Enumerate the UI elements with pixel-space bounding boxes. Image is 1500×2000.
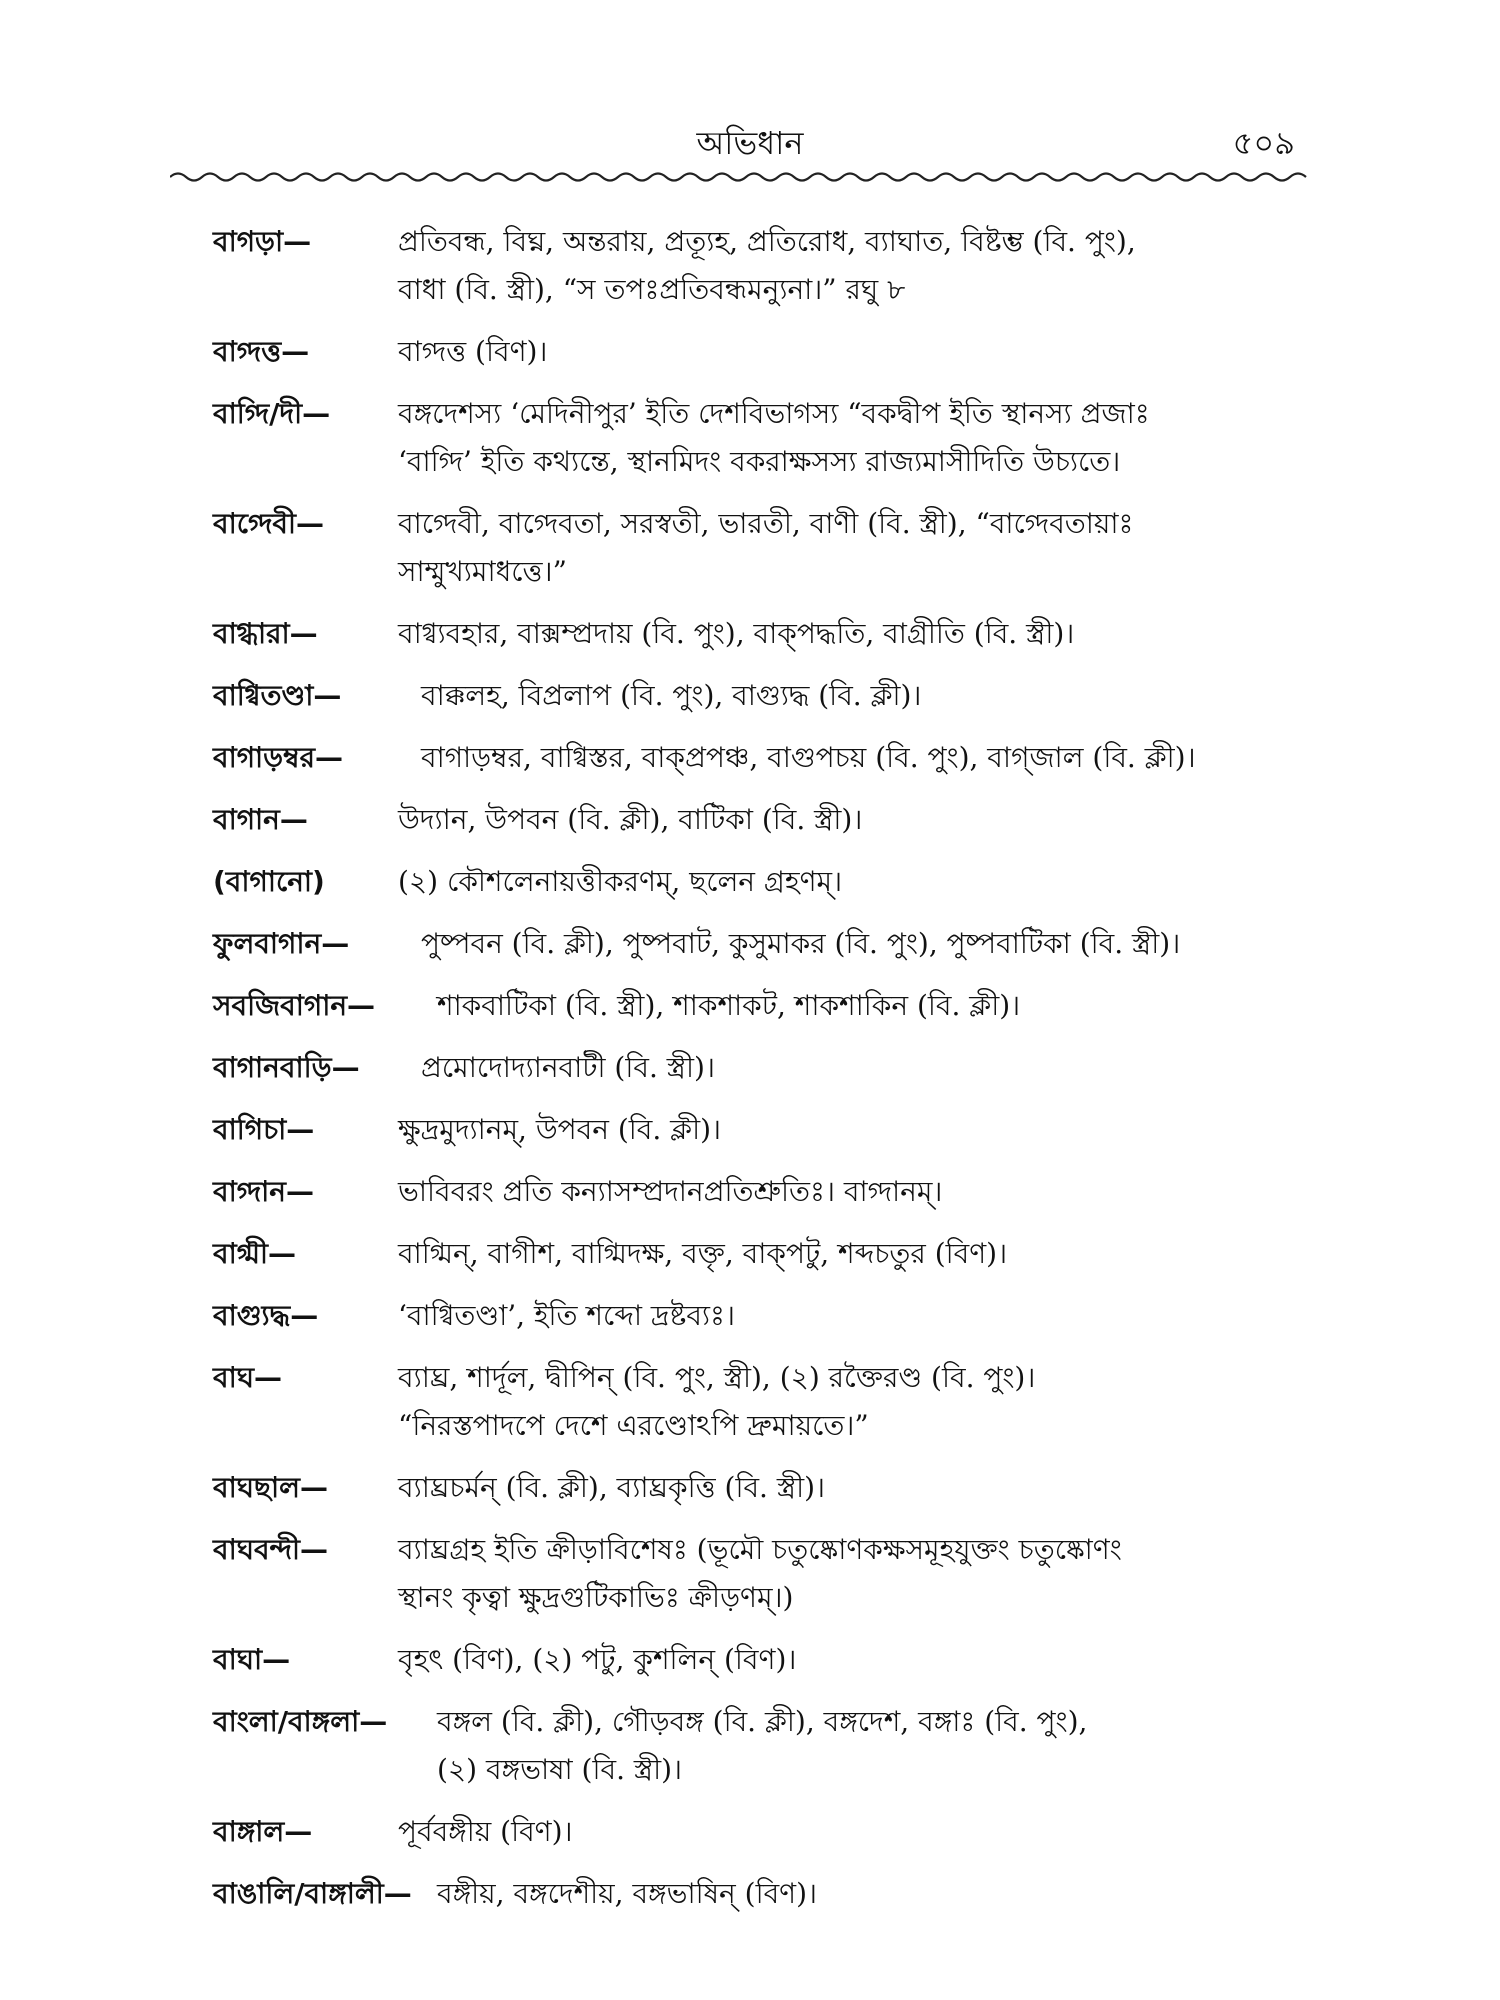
entry-headword: সবজিবাগান— xyxy=(213,989,376,1022)
entry-definition xyxy=(398,610,1303,658)
definition-line: ‘বাগ্দি’ ইতি কথ্যন্তে, স্থানমিদং বকরাক্ষসস্য রাজ্যমাসীদিতি উচ্যতে। xyxy=(398,445,1121,478)
definition-line: স্থানং কৃত্বা ক্ষুদ্রগুটিকাভিঃ ক্রীড়ণম্।) xyxy=(398,1581,794,1614)
definition-line: সাম্মুখ্যমাধত্তে।” xyxy=(398,555,567,588)
definition-line: ব্যাঘ্রচর্মন্ (বি. ক্লী), ব্যাঘ্রকৃত্তি (বি. স্ত্রী)। xyxy=(398,1471,826,1504)
definition-line: বাক্কলহ, বিপ্রলাপ (বি. পুং), বাগ্যুদ্ধ (বি. ক্লী)। xyxy=(421,679,922,712)
definition-line: (২) বঙ্গভাষা (বি. স্ত্রী)। xyxy=(437,1753,683,1786)
entry-definition xyxy=(398,858,1303,906)
definition-line: বঙ্গীয়, বঙ্গদেশীয়, বঙ্গভাষিন্ (বিণ)। xyxy=(437,1877,818,1910)
entry-definition xyxy=(398,1106,1303,1154)
dictionary-entry xyxy=(213,796,1303,844)
entry-definition xyxy=(398,218,1303,314)
dictionary-entry xyxy=(213,390,1303,486)
entry-headword: বাগ্দেবী— xyxy=(213,507,324,540)
definition-line: বঙ্গদেশস্য ‘মেদিনীপুর’ ইতি দেশবিভাগস্য “বকদ্বীপ ইতি স্থানস্য প্রজাঃ xyxy=(398,397,1150,430)
running-head xyxy=(0,118,1500,168)
entry-headword: বাঘবন্দী— xyxy=(213,1533,329,1566)
dictionary-entry xyxy=(213,920,1303,968)
entry-headword: বাঙ্গাল— xyxy=(213,1815,313,1848)
dictionary-entry xyxy=(213,982,1303,1030)
entry-headword: বাগ্দি/দী— xyxy=(213,397,331,430)
dictionary-entry xyxy=(213,328,1303,376)
definition-line: ভাবিবরং প্রতি কন্যাসম্প্রদানপ্রতিশ্রুতিঃ। বাগ্দানম্। xyxy=(398,1175,943,1208)
definition-line: ক্ষুদ্রমুদ্যানম্, উপবন (বি. ক্লী)। xyxy=(398,1113,722,1146)
dictionary-entry xyxy=(213,1808,1303,1856)
entry-headword: বাগিচা— xyxy=(213,1113,315,1146)
dictionary-entry xyxy=(213,1106,1303,1154)
entry-headword: বাগান— xyxy=(213,803,308,836)
definition-line: (২) কৌশলেনায়ত্তীকরণম্, ছলেন গ্রহণম্। xyxy=(398,865,843,898)
dictionary-entry xyxy=(213,1526,1303,1622)
dictionary-entry xyxy=(213,734,1303,782)
page-number: ৫০৯ xyxy=(1232,124,1295,162)
dictionary-entry xyxy=(213,1636,1303,1684)
dictionary-entry xyxy=(213,1168,1303,1216)
dictionary-entry xyxy=(213,500,1303,596)
definition-line: বাগ্ব্যবহার, বাক্সম্প্রদায় (বি. পুং), বাক্পদ্ধতি, বাগ্রীতি (বি. স্ত্রী)। xyxy=(398,617,1075,650)
dictionary-entry xyxy=(213,672,1303,720)
dictionary-entry xyxy=(213,610,1303,658)
definition-line: ব্যাঘ্র, শার্দূল, দ্বীপিন্ (বি. পুং, স্ত্রী), (২) রক্তৈরণ্ড (বি. পুং)। xyxy=(398,1361,1036,1394)
dictionary-entry xyxy=(213,218,1303,314)
dictionary-entry xyxy=(213,858,1303,906)
entry-definition xyxy=(437,1698,1303,1794)
entry-headword: বাঘছাল— xyxy=(213,1471,328,1504)
entry-definition xyxy=(398,1636,1303,1684)
definition-line: ব্যাঘ্রগ্রহ ইতি ক্রীড়াবিশেষঃ (ভূমৌ চতুষ্কোণকক্ষসমূহযুক্তং চতুষ্কোণং xyxy=(398,1533,1122,1566)
definition-line: বাগ্মিন্, বাগীশ, বাগ্মিদক্ষ, বক্তৃ, বাক্পটু, শব্দচতুর (বিণ)। xyxy=(398,1237,1008,1270)
definition-line: পূর্ববঙ্গীয় (বিণ)। xyxy=(398,1815,573,1848)
dictionary-entry xyxy=(213,1044,1303,1092)
entry-headword: বাগানবাড়ি— xyxy=(213,1051,360,1084)
entry-headword: বাঙালি/বাঙ্গালী— xyxy=(213,1877,412,1910)
definition-line: বাধা (বি. স্ত্রী), “স তপঃপ্রতিবন্ধমন্যুনা।” রঘু ৮ xyxy=(398,273,906,306)
entry-definition xyxy=(398,1526,1303,1622)
entry-definition xyxy=(398,1230,1303,1278)
entry-definition xyxy=(398,1808,1303,1856)
definition-line: বাগ্দেবী, বাগ্দেবতা, সরস্বতী, ভারতী, বাণী (বি. স্ত্রী), “বাগ্দেবতায়াঃ xyxy=(398,507,1134,540)
entry-headword: বাঘ— xyxy=(213,1361,282,1394)
entry-headword: বাগ্যুদ্ধ— xyxy=(213,1299,319,1332)
definition-line: পুষ্পবন (বি. ক্লী), পুষ্পবাট, কুসুমাকর (বি. পুং), পুষ্পবাটিকা (বি. স্ত্রী)। xyxy=(421,927,1181,960)
definition-line: শাকবাটিকা (বি. স্ত্রী), শাকশাকট, শাকশাকিন (বি. ক্লী)। xyxy=(437,989,1021,1022)
entry-headword: বাঘা— xyxy=(213,1643,291,1676)
entry-definition xyxy=(398,1168,1303,1216)
definition-line: প্রমোদোদ্যানবাটী (বি. স্ত্রী)। xyxy=(421,1051,715,1084)
entry-headword: ফুলবাগান— xyxy=(213,927,350,960)
page-title: অভিধান xyxy=(696,124,804,162)
dictionary-entries xyxy=(213,218,1303,1932)
entry-definition xyxy=(437,1870,1303,1918)
entry-headword: (বাগানো) xyxy=(213,865,325,898)
dictionary-entry xyxy=(213,1464,1303,1512)
definition-line: বঙ্গল (বি. ক্লী), গৌড়বঙ্গ (বি. ক্লী), বঙ্গদেশ, বঙ্গাঃ (বি. পুং), xyxy=(437,1705,1088,1738)
entry-definition xyxy=(421,672,1303,720)
entry-headword: বাগ্দত্ত— xyxy=(213,335,310,368)
entry-headword: বাগাড়ম্বর— xyxy=(213,741,344,774)
dictionary-entry xyxy=(213,1870,1303,1918)
entry-headword: বাগ্বিতণ্ডা— xyxy=(213,679,342,712)
definition-line: উদ্যান, উপবন (বি. ক্লী), বাটিকা (বি. স্ত্রী)। xyxy=(398,803,863,836)
entry-definition xyxy=(398,390,1303,486)
entry-definition xyxy=(398,500,1303,596)
definition-line: প্রতিবন্ধ, বিঘ্ন, অন্তরায়, প্রত্যূহ, প্রতিরোধ, ব্যাঘাত, বিষ্টম্ভ (বি. পুং), xyxy=(398,225,1136,258)
definition-line: “নিরস্তপাদপে দেশে এরণ্ডোঽপি দ্রুমায়তে।” xyxy=(398,1409,869,1442)
entry-definition xyxy=(421,920,1303,968)
entry-definition xyxy=(398,328,1303,376)
entry-headword: বাগড়া— xyxy=(213,225,312,258)
entry-definition xyxy=(398,796,1303,844)
entry-headword: বাগ্মী— xyxy=(213,1237,296,1270)
entry-headword: বাগ্দান— xyxy=(213,1175,314,1208)
dictionary-entry xyxy=(213,1230,1303,1278)
entry-definition xyxy=(437,982,1303,1030)
entry-headword: বাগ্ধারা— xyxy=(213,617,318,650)
dictionary-entry xyxy=(213,1698,1303,1794)
entry-definition xyxy=(398,1354,1303,1450)
dictionary-entry xyxy=(213,1354,1303,1450)
definition-line: বাগাড়ম্বর, বাগ্বিস্তর, বাক্প্রপঞ্চ, বাগুপচয় (বি. পুং), বাগ্জাল (বি. ক্লী)। xyxy=(421,741,1196,774)
dictionary-entry xyxy=(213,1292,1303,1340)
entry-definition xyxy=(398,1292,1303,1340)
entry-definition xyxy=(421,1044,1303,1092)
definition-line: বাগ্দত্ত (বিণ)। xyxy=(398,335,548,368)
entry-headword: বাংলা/বাঙ্গলা— xyxy=(213,1705,388,1738)
entry-definition xyxy=(421,734,1303,782)
definition-line: ‘বাগ্বিতণ্ডা’, ইতি শব্দো দ্রষ্টব্যঃ। xyxy=(398,1299,735,1332)
wavy-rule-divider xyxy=(170,166,1310,186)
definition-line: বৃহৎ (বিণ), (২) পটু, কুশলিন্ (বিণ)। xyxy=(398,1643,797,1676)
entry-definition xyxy=(398,1464,1303,1512)
